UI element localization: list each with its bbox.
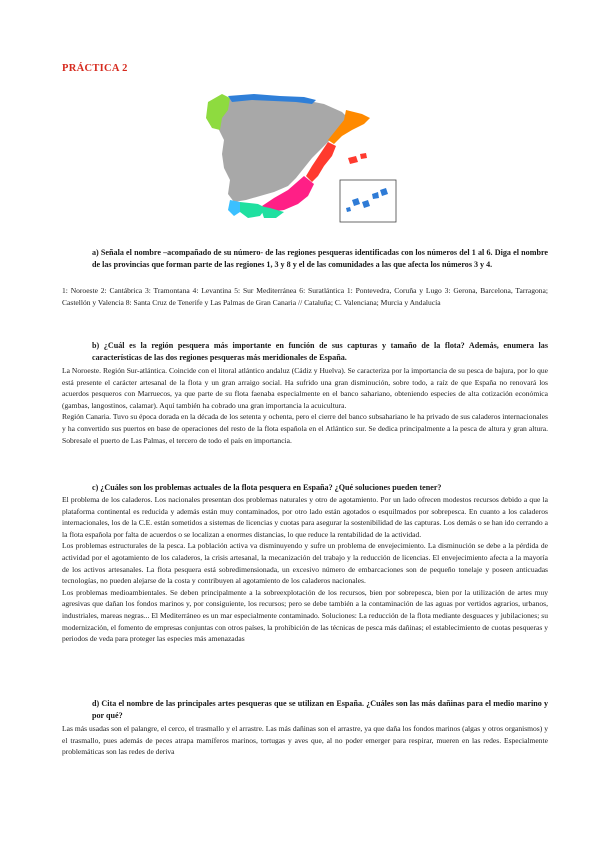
question-a: a) Señala el nombre –acompañado de su número- de las regiones pesqueras identificadas con los números del 1 al 6. Diga el nombre de las provincias que forman parte de las regiones 1, 3 y 8 y el de las comunidades a las que afecta los números 3 y 4. xyxy=(92,248,548,269)
answer-c-paragraph-3: Los problemas medioambientales. Se deben principalmente a la sobreexplotación de los recursos, bien por sobrepesca, bien por la utilización de artes muy agresivas que dañan los fondos marinos y, por consiguiente, los recursos; pero se debe también a la contaminación de las aguas por vertidos agrarios, urbanos, industriales, mareas negras... El Mediterráneo es un mar especialmente contaminado. Soluciones: La reducción de la flota mediante desguaces y jubilaciones; su modernización, el fomento de empresas conjuntas con otros países, la prohibición de las técnicas de pesca más dañinas; el establecimiento de cuotas pesqueras y periodos de veda para proteger las especies más amenazadas xyxy=(62,587,548,644)
fishing-regions-map xyxy=(200,88,400,228)
answer-b-paragraph-1: La Noroeste. Región Sur-atlántica. Coincide con el litoral atlántico andaluz (Cádiz y Huelva). Se caracteriza por la importancia de su pesca de bajura, por lo que está presente el carácter artesanal de la flota y un gran arraigo social. Ha sufrido una gran disminución, sobre todo, a raíz de que España no renovará los acuerdos pesqueros con Marruecos, ya que parte de su flota faenaba especialmente en el banco sahariano, obteniendo especies de alta cotización económica (gambas, langostinos, calamar). Aquí también ha cobrado una gran importancia la acuicultura. xyxy=(62,366,548,410)
answer-b-paragraph-2: Región Canaria. Tuvo su época dorada en la década de los setenta y ochenta, pero el cierre del banco subsahariano le ha privado de sus caladeros internacionales y ha convertido sus puertos en base de operaciones del resto de la flota española en el Atlántico sur. Se dedica principalmente a la pesca de altura y gran altura. Sobresale el puerto de Las Palmas, el tercero de todo el país en importancia. xyxy=(62,412,548,445)
question-b: b) ¿Cuál es la región pesquera más importante en función de sus capturas y tamaño de la flota? Además, enumera las características de las dos regiones pesqueras más meridionales de España. xyxy=(92,341,548,362)
map-balearic-island xyxy=(360,153,367,159)
answer-c xyxy=(62,494,548,645)
page-title: PRÁCTICA 2 xyxy=(62,63,128,74)
answer-c-paragraph-2: Los problemas estructurales de la pesca. La población activa va disminuyendo y sufre un problema de envejecimiento. La disminución se debe a la pérdida de actividad por el agotamiento de los caladeros, la crisis artesanal, la mecanización del trabajo y la reducción de licencias. El envejecimiento afecta a la mayoría de los activos artesanales. La flota pesquera está sobredimensionada, un excesivo número de embarcaciones son de pequeño tonelaje y poseen anticuadas tecnologías, no pueden alejarse de la costa y contribuyen al agotamiento de los caladeros nacionales. xyxy=(62,541,548,586)
answer-a: 1: Noroeste 2: Cantábrica 3: Tramontana 4: Levantina 5: Sur Mediterránea 6: Suratlántica 1: Pontevedra, Coruña y Lugo 3: Gerona, Barcelona, Tarragona; Castellón y Valencia 8: Santa Cruz de Tenerife y Las Palmas de Gran Canaria // Cataluña; C. Valenciana; Murcia y Andalucía xyxy=(62,286,548,307)
answer-b xyxy=(62,365,548,446)
question-c: c) ¿Cuáles son los problemas actuales de la flota pesquera en España? ¿Qué soluciones pueden tener? xyxy=(92,483,442,492)
question-d: d) Cita el nombre de las principales artes pesqueras que se utilizan en España. ¿Cuáles son las más dañinas para el medio marino y por qué? xyxy=(92,699,548,720)
answer-c-paragraph-1: El problema de los caladeros. Los nacionales presentan dos problemas naturales y otro de agotamiento. Por un lado ofrecen modestos recursos debido a que la plataforma continental es reducida y además están muy contaminados, por otro lado están agotados o esquilmados por sobrepesca. En cuanto a los caladeros internacionales, los de la C.E. están sometidos a sistemas de licencias y cuotas para asegurar la sostenibilidad de las capturas. Los demás o se han ido cerrando a la flota española por falta de acuerdos o se localizan a enormes distancias, lo que reduce la rentabilidad de la actividad. xyxy=(62,495,548,539)
answer-d: Las más usadas son el palangre, el cerco, el trasmallo y el arrastre. Las más dañinas son el arrastre, ya que daña los fondos marinos (algas y otros organismos) y el trasmallo, pues además de peces atrapa mamíferos marinos, tortugas y aves que, al no poder emerger para respirar, mueren en las redes. Especialmente problemáticas son las redes de deriva xyxy=(62,724,548,757)
